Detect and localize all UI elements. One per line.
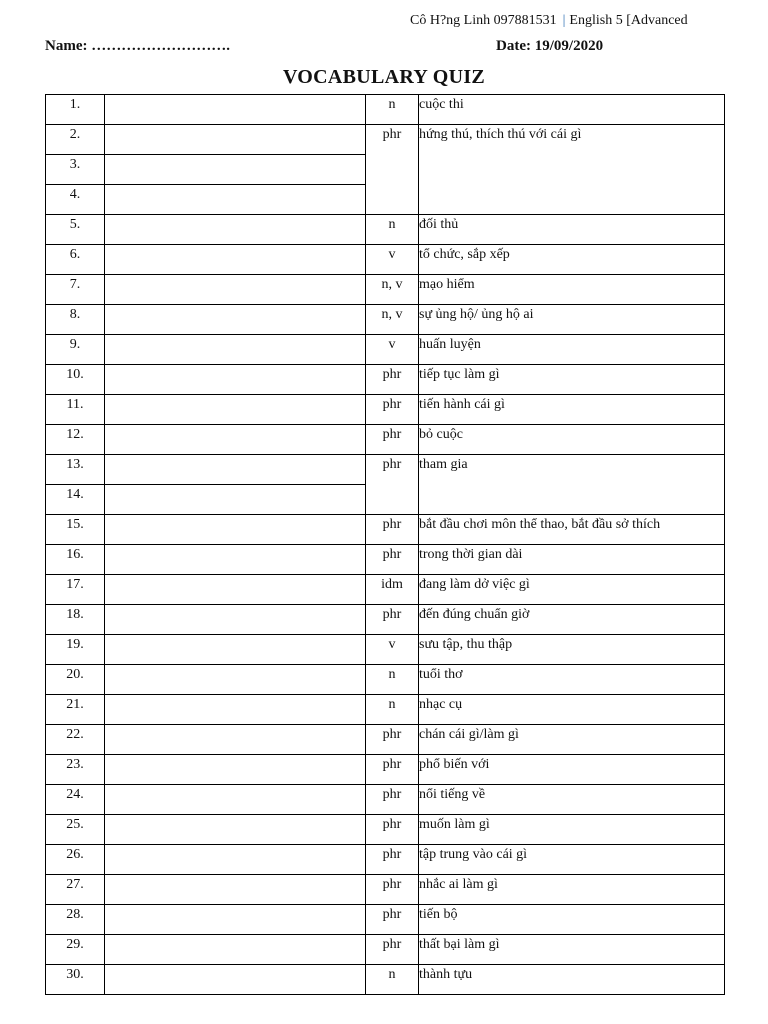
part-of-speech: n [366,695,419,725]
answer-cell[interactable] [105,635,366,665]
table-row [46,455,725,485]
table-row [46,965,725,995]
answer-cell[interactable] [105,965,366,995]
meaning: bỏ cuộc [419,425,725,455]
table-row [46,575,725,605]
table-row [46,215,725,245]
meaning: tập trung vào cái gì [419,845,725,875]
meaning: trong thời gian dài [419,545,725,575]
table-row [46,695,725,725]
answer-cell[interactable] [105,665,366,695]
item-number: 15. [46,515,105,545]
answer-cell[interactable] [105,695,366,725]
answer-cell[interactable] [105,395,366,425]
part-of-speech: phr [366,935,419,965]
part-of-speech: phr [366,755,419,785]
meaning: phổ biến với [419,755,725,785]
name-label: Name: ………………………. [45,38,230,54]
item-number: 10. [46,365,105,395]
table-row [46,755,725,785]
item-number: 17. [46,575,105,605]
answer-cell[interactable] [105,905,366,935]
part-of-speech: phr [366,845,419,875]
item-number: 27. [46,875,105,905]
date-label: Date: 19/09/2020 [496,38,604,54]
table-row [46,875,725,905]
answer-cell[interactable] [105,875,366,905]
item-number: 7. [46,275,105,305]
meaning: đến đúng chuẩn giờ [419,605,725,635]
part-of-speech: v [366,245,419,275]
meaning: tổ chức, sắp xếp [419,245,725,275]
item-number: 13. [46,455,105,485]
meaning: tiến hành cái gì [419,395,725,425]
header-separator: | [562,13,566,28]
meaning: nhắc ai làm gì [419,875,725,905]
answer-cell[interactable] [105,575,366,605]
table-row [46,605,725,635]
part-of-speech: phr [366,785,419,815]
header-topline [410,13,768,29]
answer-cell[interactable] [105,365,366,395]
meaning: huấn luyện [419,335,725,365]
answer-cell[interactable] [105,95,366,125]
part-of-speech: phr [366,515,419,545]
answer-cell[interactable] [105,455,366,485]
meaning: chán cái gì/làm gì [419,725,725,755]
meaning: sự ủng hộ/ ủng hộ ai [419,305,725,335]
table-row [46,785,725,815]
item-number: 22. [46,725,105,755]
answer-cell[interactable] [105,155,366,185]
part-of-speech: phr [366,605,419,635]
item-number: 30. [46,965,105,995]
table-row [46,635,725,665]
table-row [46,365,725,395]
meaning: mạo hiểm [419,275,725,305]
answer-cell[interactable] [105,275,366,305]
item-number: 14. [46,485,105,515]
answer-cell[interactable] [105,125,366,155]
table-row [46,515,725,545]
item-number: 25. [46,815,105,845]
meaning: bắt đầu chơi môn thể thao, bắt đầu sở thích [419,515,725,545]
answer-cell[interactable] [105,545,366,575]
item-number: 3. [46,155,105,185]
part-of-speech: phr [366,905,419,935]
answer-cell[interactable] [105,245,366,275]
meaning: đang làm dở việc gì [419,575,725,605]
answer-cell[interactable] [105,305,366,335]
meaning: sưu tập, thu thập [419,635,725,665]
meaning: đối thủ [419,215,725,245]
part-of-speech: idm [366,575,419,605]
part-of-speech: phr [366,125,419,215]
meaning: nhạc cụ [419,695,725,725]
part-of-speech: n, v [366,305,419,335]
part-of-speech: v [366,335,419,365]
item-number: 23. [46,755,105,785]
page-title: VOCABULARY QUIZ [282,66,486,88]
item-number: 9. [46,335,105,365]
item-number: 21. [46,695,105,725]
part-of-speech: phr [366,875,419,905]
item-number: 5. [46,215,105,245]
item-number: 16. [46,545,105,575]
part-of-speech: phr [366,725,419,755]
table-row [46,245,725,275]
table-row [46,125,725,155]
part-of-speech: phr [366,425,419,455]
answer-cell[interactable] [105,935,366,965]
meaning: thành tựu [419,965,725,995]
answer-cell[interactable] [105,785,366,815]
table-row [46,905,725,935]
part-of-speech: n [366,965,419,995]
table-row [46,815,725,845]
part-of-speech: phr [366,545,419,575]
answer-cell[interactable] [105,215,366,245]
item-number: 8. [46,305,105,335]
item-number: 11. [46,395,105,425]
item-number: 26. [46,845,105,875]
meaning: tiến bộ [419,905,725,935]
meaning: tuổi thơ [419,665,725,695]
item-number: 1. [46,95,105,125]
answer-cell[interactable] [105,185,366,215]
course-info: English 5 [Advanced [569,13,688,28]
vocabulary-table [45,94,725,995]
answer-cell[interactable] [105,335,366,365]
item-number: 2. [46,125,105,155]
table-row [46,395,725,425]
table-row [46,305,725,335]
part-of-speech: phr [366,815,419,845]
part-of-speech: phr [366,455,419,515]
item-number: 18. [46,605,105,635]
table-row [46,275,725,305]
item-number: 20. [46,665,105,695]
part-of-speech: phr [366,365,419,395]
answer-cell[interactable] [105,515,366,545]
item-number: 12. [46,425,105,455]
answer-cell[interactable] [105,755,366,785]
part-of-speech: n [366,665,419,695]
part-of-speech: phr [366,395,419,425]
meaning: cuộc thi [419,95,725,125]
part-of-speech: n, v [366,275,419,305]
answer-cell[interactable] [105,485,366,515]
table-row [46,935,725,965]
part-of-speech: v [366,635,419,665]
answer-cell[interactable] [105,845,366,875]
item-number: 24. [46,785,105,815]
meaning: hứng thú, thích thú với cái gì [419,125,725,215]
item-number: 29. [46,935,105,965]
table-row [46,335,725,365]
table-row [46,95,725,125]
meaning: tham gia [419,455,725,515]
table-row [46,665,725,695]
item-number: 19. [46,635,105,665]
table-row [46,725,725,755]
item-number: 4. [46,185,105,215]
table-row [46,845,725,875]
meaning: thất bại làm gì [419,935,725,965]
meaning: muốn làm gì [419,815,725,845]
part-of-speech: n [366,215,419,245]
answer-cell[interactable] [105,815,366,845]
meaning: tiếp tục làm gì [419,365,725,395]
answer-cell[interactable] [105,605,366,635]
table-row [46,425,725,455]
item-number: 6. [46,245,105,275]
part-of-speech: n [366,95,419,125]
teacher-info: Cô H?ng Linh 097881531 [410,13,557,28]
table-row [46,545,725,575]
meaning: nổi tiếng về [419,785,725,815]
answer-cell[interactable] [105,725,366,755]
item-number: 28. [46,905,105,935]
answer-cell[interactable] [105,425,366,455]
